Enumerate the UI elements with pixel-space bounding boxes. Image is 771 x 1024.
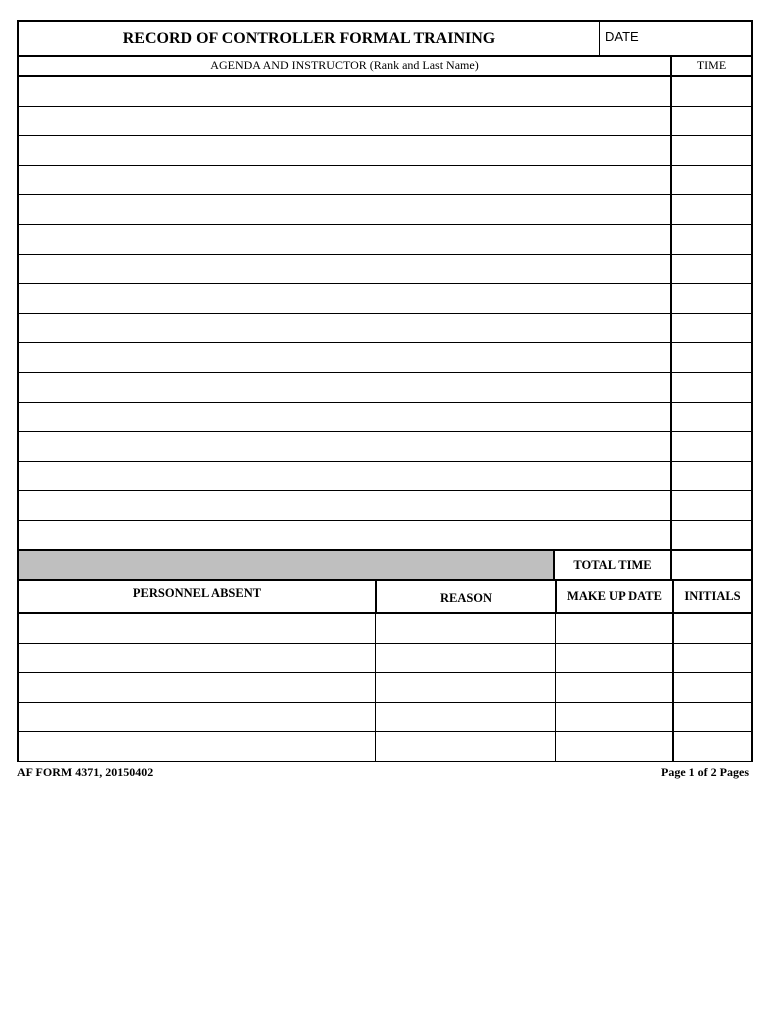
date-label: DATE xyxy=(605,29,639,44)
personnel-absent-header: PERSONNEL ABSENT xyxy=(132,586,262,600)
absent-header-row xyxy=(17,580,753,614)
agenda-row[interactable] xyxy=(17,195,753,225)
title-row xyxy=(17,20,753,57)
time-cell-divider xyxy=(670,107,672,136)
column-divider xyxy=(375,703,376,732)
time-cell-divider xyxy=(670,77,672,106)
column-divider xyxy=(555,732,556,761)
agenda-row[interactable] xyxy=(17,432,753,462)
agenda-row[interactable] xyxy=(17,462,753,492)
page-number: Page 1 of 2 Pages xyxy=(661,765,749,779)
column-divider xyxy=(555,644,556,673)
time-cell-divider xyxy=(670,284,672,313)
column-divider xyxy=(555,673,556,702)
agenda-header-row xyxy=(17,56,753,77)
absent-rows xyxy=(17,614,753,762)
agenda-row[interactable] xyxy=(17,107,753,137)
agenda-row[interactable] xyxy=(17,491,753,521)
column-divider xyxy=(375,732,376,761)
absent-row[interactable] xyxy=(17,673,753,703)
form-id: AF FORM 4371, 20150402 xyxy=(17,765,154,779)
column-divider xyxy=(672,644,674,673)
column-divider xyxy=(555,703,556,732)
column-divider xyxy=(672,703,674,732)
time-cell-divider xyxy=(670,136,672,165)
initials-header: INITIALS xyxy=(672,580,751,612)
absent-row[interactable] xyxy=(17,732,753,762)
agenda-row[interactable] xyxy=(17,403,753,433)
agenda-row[interactable] xyxy=(17,255,753,285)
column-divider xyxy=(672,732,674,761)
agenda-row[interactable] xyxy=(17,166,753,196)
time-cell-divider xyxy=(670,195,672,224)
agenda-row[interactable] xyxy=(17,521,753,551)
time-cell-divider xyxy=(670,255,672,284)
total-time-row xyxy=(17,549,753,581)
agenda-row[interactable] xyxy=(17,314,753,344)
column-divider xyxy=(672,673,674,702)
time-cell-divider xyxy=(670,314,672,343)
time-cell-divider xyxy=(670,521,672,550)
time-cell-divider xyxy=(670,373,672,402)
column-divider xyxy=(375,614,376,643)
column-divider xyxy=(555,614,556,643)
time-header: TIME xyxy=(670,56,751,75)
time-cell-divider xyxy=(670,403,672,432)
time-cell-divider xyxy=(670,343,672,372)
time-cell-divider xyxy=(670,491,672,520)
absent-row[interactable] xyxy=(17,703,753,733)
column-divider xyxy=(375,673,376,702)
form-title: RECORD OF CONTROLLER FORMAL TRAINING xyxy=(122,29,496,47)
agenda-rows xyxy=(17,77,753,551)
time-cell-divider xyxy=(670,432,672,461)
agenda-row[interactable] xyxy=(17,284,753,314)
total-time-label: TOTAL TIME xyxy=(573,557,652,572)
agenda-row[interactable] xyxy=(17,136,753,166)
absent-row[interactable] xyxy=(17,644,753,674)
agenda-row[interactable] xyxy=(17,373,753,403)
column-divider xyxy=(672,614,674,643)
agenda-row[interactable] xyxy=(17,343,753,373)
agenda-header: AGENDA AND INSTRUCTOR (Rank and Last Name) xyxy=(210,58,479,72)
make-up-date-header: MAKE UP DATE xyxy=(555,580,672,612)
time-cell-divider xyxy=(670,225,672,254)
agenda-row[interactable] xyxy=(17,77,753,107)
total-time-field[interactable] xyxy=(670,551,751,579)
reason-header: REASON xyxy=(375,580,555,612)
absent-row[interactable] xyxy=(17,614,753,644)
time-cell-divider xyxy=(670,462,672,491)
time-cell-divider xyxy=(670,166,672,195)
date-field[interactable] xyxy=(599,22,751,55)
shaded-bar xyxy=(19,551,555,579)
agenda-row[interactable] xyxy=(17,225,753,255)
column-divider xyxy=(375,644,376,673)
